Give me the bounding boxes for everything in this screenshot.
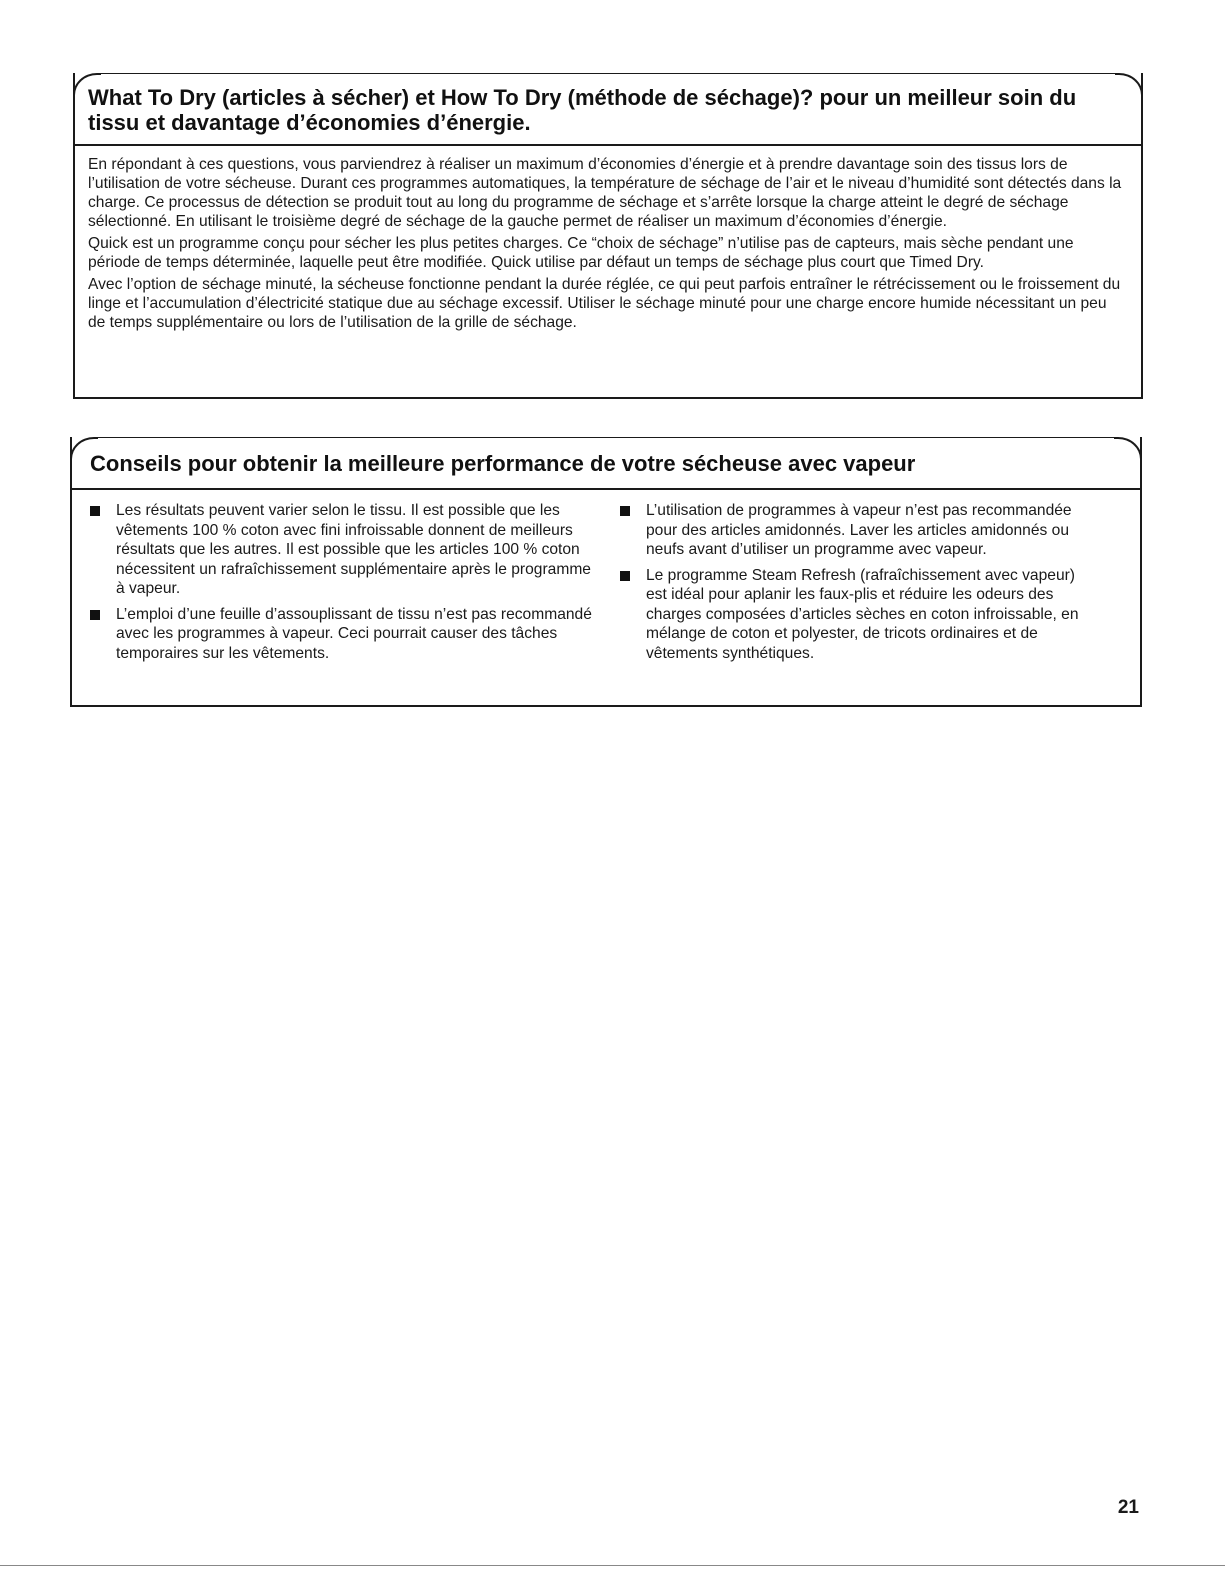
paragraph-energy-savings: En répondant à ces questions, vous parviendrez à réaliser un maximum d’économies d’énergie et à prendre davantage soin des tissus lors de l’utilisation de votre sécheuse. Durant ces programmes automatiques, la température de séchage de l’air et le niveau d’humidité sont détectés dans la charge. Ce processus de détection se produit tout au long du programme de séchage et s’arrête lorsque la charge atteint le degré de séchage sélectionné. En utilisant le troisième degré de séchage de la gauche permet de réaliser un maximum d’économies d’énergie. — [88, 156, 1122, 230]
page-bottom-rule — [0, 1565, 1225, 1566]
square-bullet-icon — [90, 506, 100, 516]
page-number: 21 — [1117, 1497, 1139, 1518]
section-title-steam-tips: Conseils pour obtenir la meilleure performance de votre sécheuse avec vapeur — [90, 451, 916, 476]
info-box-what-to-dry — [73, 73, 1143, 399]
tips-list-right — [612, 501, 1092, 663]
list-item: Les résultats peuvent varier selon le tissu. Il est possible que les vêtements 100 % coton avec fini infroissable donnent de meilleurs résultats que les autres. Il est possible que les articles 100 % coton nécessitent un rafraîchissement supplémentaire après le programme à vapeur. — [82, 501, 602, 599]
list-item: L’emploi d’une feuille d’assouplissant de tissu n’est pas recommandé avec les programmes à vapeur. Ceci pourrait causer des tâches temporaires sur les vêtements. — [82, 605, 602, 664]
square-bullet-icon — [90, 610, 100, 620]
square-bullet-icon — [620, 506, 630, 516]
paragraph-quick: Quick est un programme conçu pour sécher les plus petites charges. Ce “choix de séchage” n’utilise pas de capteurs, mais sèche pendant une période de temps déterminée, laquelle peut être modifiée. Quick utilise par défaut un temps de séchage plus court que Timed Dry. — [88, 235, 1074, 271]
list-item: Le programme Steam Refresh (rafraîchissement avec vapeur) est idéal pour aplanir les faux-plis et réduire les odeurs des charges composées d’articles sèches en coton infroissable, en mélange de coton et polyester, de tricots ordinaires et de vêtements synthétiques. — [612, 566, 1092, 664]
section-title-what-to-dry: What To Dry (articles à sécher) et How To Dry (méthode de séchage)? pour un meilleur soin du tissu et davantage d’économies d’énergie. — [88, 85, 1077, 135]
square-bullet-icon — [620, 571, 630, 581]
tips-list-left — [82, 501, 602, 663]
info-box-steam-tips — [70, 437, 1142, 707]
list-item: L’utilisation de programmes à vapeur n’est pas recommandée pour des articles amidonnés. Laver les articles amidonnés ou neufs avant d’utiliser un programme avec vapeur. — [612, 501, 1092, 560]
paragraph-timed-dry: Avec l’option de séchage minuté, la sécheuse fonctionne pendant la durée réglée, ce qui peut parfois entraîner le rétrécissement ou le froissement du linge et l’accumulation d’électricité statique due au séchage excessif. Utiliser le séchage minuté pour une charge encore humide nécessitant un peu de temps supplémentaire ou lors de l’utilisation de la grille de séchage. — [88, 276, 1121, 331]
